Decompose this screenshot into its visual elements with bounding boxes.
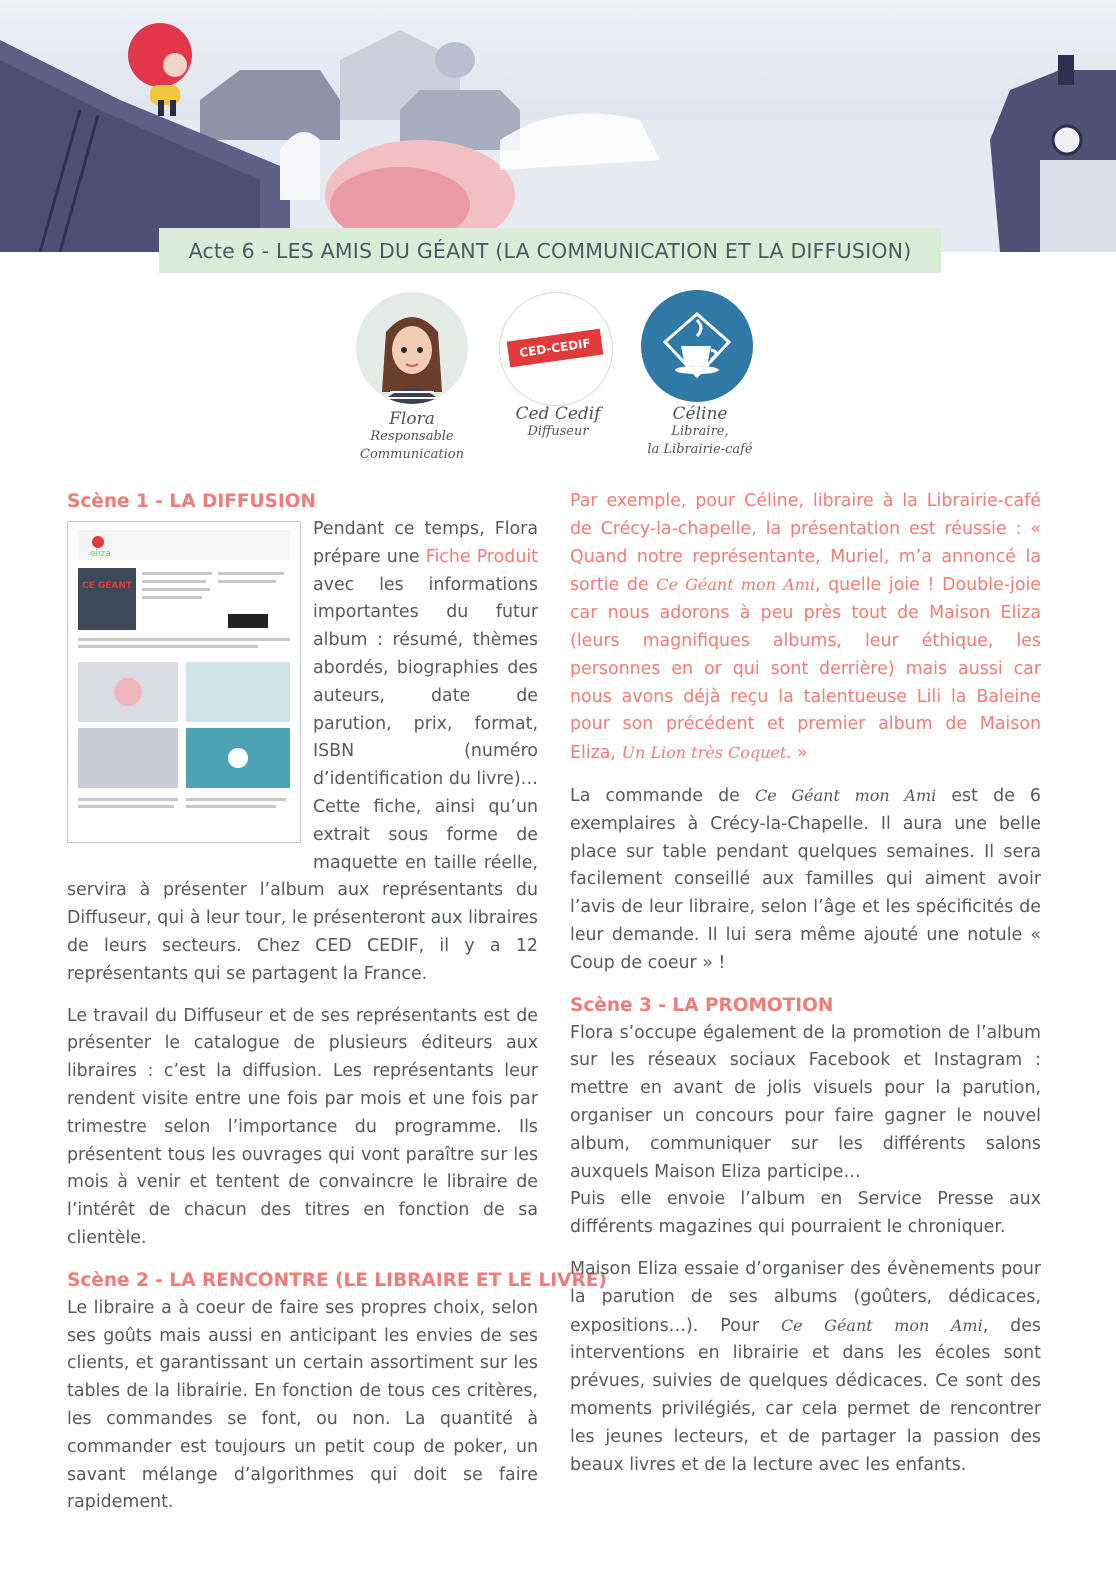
flora-name: Flora: [389, 409, 435, 429]
celine-caption: [620, 405, 780, 459]
coffee-cup-icon: [641, 290, 753, 402]
fiche-logo: eliza: [90, 549, 111, 559]
flora-role-1: Responsable: [370, 429, 454, 444]
librairie-cafe-logo: [641, 290, 753, 402]
scene-1-title: Scène 1 - LA DIFFUSION: [67, 491, 316, 512]
ced-cedif-caption: [478, 405, 638, 441]
celine-role-1: Libraire,: [671, 424, 729, 439]
left-column: [67, 488, 607, 1517]
right-column: [570, 488, 1041, 1479]
flora-caption: [332, 410, 492, 464]
fiche-produit-thumbnail: [67, 521, 301, 843]
celine-role-2: la Librairie-café: [647, 442, 753, 457]
fiche-cover-title: CE GÉANT: [82, 581, 133, 591]
ced-cedif-role: Diffuseur: [527, 424, 589, 439]
header-illustration: [0, 0, 1116, 252]
scene-2-title: Scène 2 - LA RENCONTRE (LE LIBRAIRE ET LE LIVRE): [67, 1269, 607, 1291]
flora-avatar: [356, 292, 468, 404]
ced-cedif-logo-text: CED-CEDIF: [507, 329, 604, 368]
fiche-produit-link: Fiche Produit: [425, 546, 538, 567]
scene-3-paragraph-1: Flora s’occupe également de la promotion de l’album sur les réseaux sociaux Facebook et Instagram : mettre en avant de jolis visuels pour la parution, organiser un concours pour faire gagner le nouvel album, communiquer sur les différents salons auxquels Maison Eliza participe…: [570, 1022, 1041, 1182]
flora-role-2: Communication: [360, 447, 464, 462]
order-paragraph: La commande de Ce Géant mon Ami est de 6 exemplaires à Crécy-la-Chapelle. Il aura une belle place sur table pendant quelques semaines. Il sera facilement conseillé aux familles qui aiment avoir l’avis de leur libraire, selon l’âge et les spécificités de leur demande. Il lui sera même ajouté une notule « Coup de coeur » !: [570, 785, 1042, 973]
ced-cedif-name: Ced Cedif: [515, 404, 601, 424]
scene-2-paragraph-1: Le libraire a à coeur de faire ses propres choix, selon ses goûts mais aussi en anticipant les envies de ses clients, et garantissant un certain assortiment sur les tables de la librairie. En fonction de tous ces critères, les commandes se font, ou non. La quantité à commander est toujours un petit coup de poker, un savant mélange d’algorithmes qui doit se faire rapidement.: [67, 1297, 538, 1513]
act-title: Acte 6 - LES AMIS DU GÉANT (LA COMMUNICATION ET LA DIFFUSION): [159, 228, 941, 273]
scene-3-title: Scène 3 - LA PROMOTION: [570, 994, 834, 1016]
celine-name: Céline: [672, 404, 728, 424]
scene-3-paragraph-2: Puis elle envoie l’album en Service Presse aux différents magazines qui pourraient le chroniquer.: [570, 1189, 1041, 1238]
celine-quote: Par exemple, pour Céline, libraire à la Librairie-café de Crécy-la-chapelle, la présentation est réussie : « Quand notre représentante, Muriel, m’a annoncé la sortie de Ce Géant mon Ami, quelle joie ! Double-joie car nous adorons à peu près tout de Maison Eliza (leurs magnifiques albums, leur éthique, les personnes en or qui sont derrière) mais aussi car nous avons déjà reçu la talentueuse Lili la Baleine pour son précédent et premier album de Maison Eliza, Un Lion très Coquet. »: [570, 491, 1041, 764]
scene-1-paragraph-1: Pendant ce temps, Flora prépare une Fiche Produit avec les informations importantes du futur album : résumé, thèmes abordés, biographies des auteurs, date de parution, prix, format, ISBN (numéro d’identification du livre)… Cette fiche, ainsi qu’un extrait sous forme de maquette en taille réelle, servira à présenter l’album aux représentants du Diffuseur, qui à leur tour, le présenteront aux libraires de leurs secteurs. Chez CED CEDIF, il y a 12 représentants qui se partagent la France.: [67, 519, 539, 984]
ced-cedif-logo: [499, 292, 613, 406]
scene-1-paragraph-2: Le travail du Diffuseur et de ses représentants est de présenter le catalogue de plusieurs éditeurs aux libraires : c’est la diffusion. Les représentants leur rendent visite entre une fois par mois et une fois par trimestre selon l’importance du programme. Ils présentent tous les ouvrages qui vont paraître sur les mois à venir et tentent de convaincre le libraire de l’intérêt de chacun des titres en fonction de sa clientèle.: [67, 1005, 538, 1248]
scene-3-paragraph-3: Maison Eliza essaie d’organiser des évènements pour la parution de ses albums (goûters, dédicaces, expositions…). Pour Ce Géant mon Ami, des interventions en librairie et dans les écoles sont prévues, suivies de quelques dédicaces. Ce sont des moments privilégiés, car cela permet de rencontrer les jeunes lecteurs, et de partager la passion des beaux livres et de la lecture avec les enfants.: [570, 1258, 1041, 1475]
